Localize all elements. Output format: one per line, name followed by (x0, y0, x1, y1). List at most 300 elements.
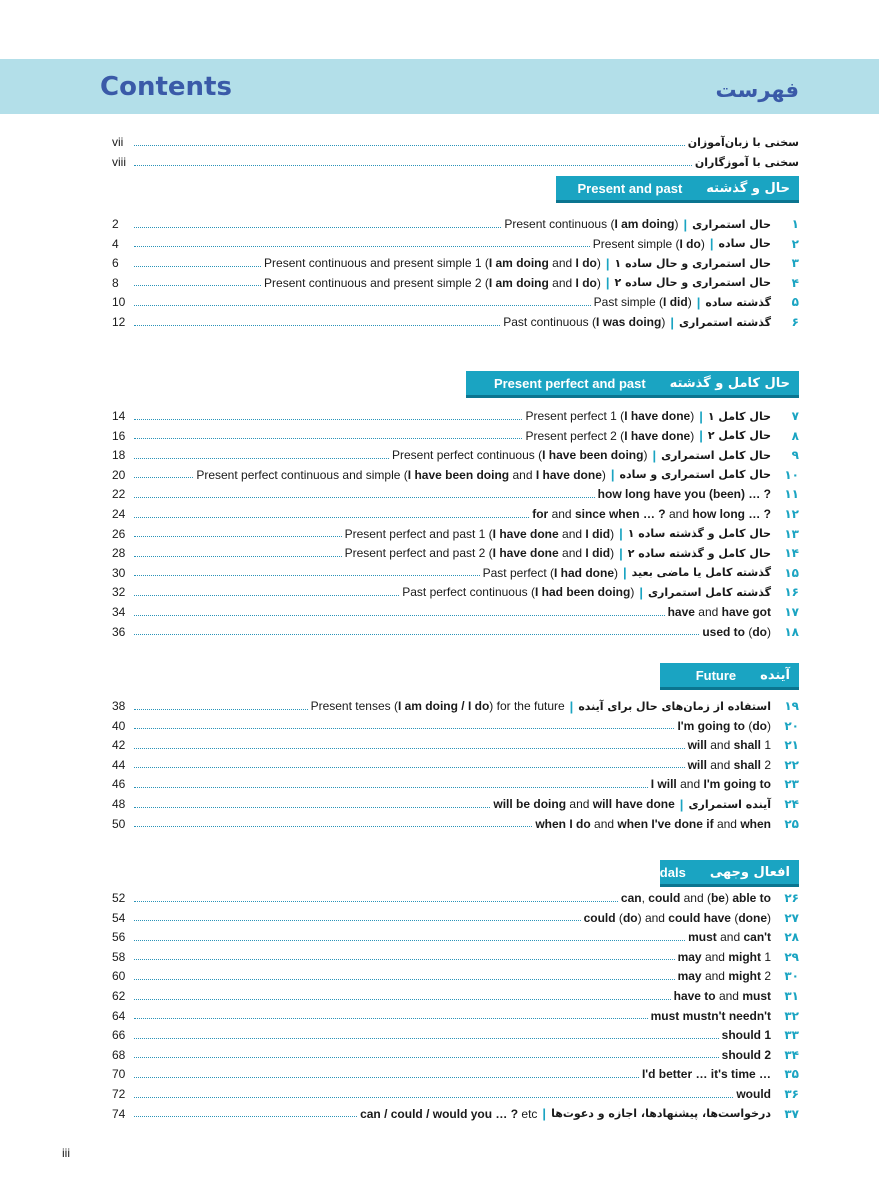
dot-leader (134, 807, 490, 808)
unit-number: ۲۶ (784, 891, 799, 905)
toc-page-number: 50 (112, 816, 126, 831)
toc-entry-text: Present perfect and past 2 ( (344, 546, 493, 561)
toc-entry[interactable] (112, 888, 799, 908)
unit-number: ۴ (791, 275, 799, 290)
unit-number: ۳۳ (784, 1028, 799, 1043)
separator-bar: | (610, 467, 615, 483)
toc-entry-text: and (706, 738, 734, 753)
toc-entry-text: shall (733, 738, 761, 753)
toc-page-number: 20 (112, 467, 126, 482)
toc-entry[interactable] (112, 794, 799, 814)
toc-entry-text: I do (575, 256, 597, 271)
toc-page-number: 42 (112, 738, 126, 753)
dot-leader (134, 728, 674, 729)
toc-entry-text: Present perfect 1 ( (525, 409, 625, 423)
toc-entry-persian: حال کامل استمراری و ساده (619, 468, 771, 482)
dot-leader (134, 999, 671, 1000)
toc-entry-text: I have been doing (407, 467, 510, 482)
toc-entry[interactable] (112, 986, 799, 1006)
toc-entry-text: ( (744, 624, 753, 639)
toc-entry[interactable] (112, 563, 799, 583)
toc-entry-text: I have done (624, 428, 691, 443)
toc-entry-text: I have done (492, 546, 559, 561)
toc-entry[interactable] (112, 1006, 799, 1026)
toc-entry-text: I did (663, 295, 688, 310)
toc-entry-text: when I've done (617, 816, 703, 831)
dot-leader (134, 826, 532, 827)
toc-entry-text: and (665, 507, 693, 521)
toc-entry-text: if (706, 816, 714, 831)
toc-entry-text: 2 (760, 969, 771, 984)
toc-entry-text: may (677, 949, 702, 964)
dot-leader (134, 767, 685, 768)
toc-entry-english (264, 256, 601, 270)
toc-entry-text: ) for the future (489, 699, 565, 713)
toc-entry-text: ) (687, 295, 692, 310)
toc-page-number: 66 (112, 1028, 126, 1043)
toc-entry-text: how long … ? (692, 507, 771, 521)
toc-entry-text: ) (596, 275, 601, 290)
toc-entry-text: do (622, 910, 638, 925)
dot-leader (134, 477, 193, 478)
toc-entry-text: and (701, 949, 729, 964)
toc-entry-text: and (558, 546, 586, 561)
toc-entry[interactable] (112, 1045, 799, 1065)
toc-entry[interactable] (112, 524, 799, 544)
contents-title: Contents (100, 72, 232, 102)
unit-number: ۱۱ (784, 487, 799, 502)
toc-entry-text: ) (690, 428, 695, 443)
dot-leader (134, 227, 501, 228)
toc-entry-text: may (677, 969, 702, 984)
toc-entry-text: Present perfect and past 1 ( (344, 526, 493, 541)
dot-leader (134, 1077, 639, 1078)
toc-entry-persian: حال کامل ۱ (707, 409, 771, 423)
section-title: Future (695, 667, 737, 683)
toc-entry-text: Present continuous and present simple 1 ( (264, 256, 489, 271)
toc-entry-english (688, 930, 771, 944)
toc-entry-text: ) (661, 315, 666, 329)
unit-number: ۱۶ (784, 585, 799, 600)
separator-bar: | (605, 275, 610, 291)
toc-page-number: 32 (112, 585, 126, 600)
dot-leader (134, 246, 590, 247)
unit-number: ۱۵ (784, 565, 799, 580)
toc-entry-text: Present perfect 2 ( (525, 428, 625, 443)
toc-entry-text: ) (601, 467, 606, 482)
toc-entry-text: , (641, 891, 649, 905)
toc-page-number: 22 (112, 487, 126, 502)
toc-entry-text: ) (700, 236, 705, 251)
unit-number: ۳۲ (784, 1008, 799, 1023)
unit-number: ۲۳ (784, 777, 799, 792)
toc-entry-text: ) (643, 448, 648, 463)
toc-entry[interactable] (112, 1104, 799, 1124)
toc-entry-text: and ( (680, 891, 711, 905)
toc-entry-text: when (740, 816, 771, 831)
toc-entry-text: ( (615, 910, 623, 925)
toc-entry-text: and (715, 989, 743, 1003)
toc-page-number: 74 (112, 1106, 126, 1121)
dot-leader (134, 595, 399, 596)
toc-entry-text: and (713, 816, 741, 831)
toc-entry-persian: استفاده از زمان‌های حال برای آینده (578, 699, 771, 713)
section-title-persian: آینده (760, 667, 790, 683)
separator-bar: | (679, 796, 684, 812)
dot-leader (134, 787, 648, 788)
toc-page-number: 34 (112, 605, 126, 619)
unit-number: ۲۰ (784, 718, 799, 733)
toc-page-number: 70 (112, 1067, 126, 1082)
toc-page-number: 36 (112, 624, 126, 639)
section-title: Present and past (577, 180, 683, 196)
toc-entry-text: have got (721, 605, 771, 619)
unit-number: ۳۵ (784, 1067, 799, 1082)
toc-entry-text: ) (610, 546, 615, 561)
toc-page-number: 64 (112, 1008, 126, 1023)
dot-leader (134, 536, 342, 537)
toc-entry[interactable] (112, 406, 799, 426)
toc-entry-text: Present continuous and present simple 2 ( (264, 275, 489, 290)
toc-entry[interactable] (112, 696, 799, 716)
toc-entry[interactable] (112, 814, 799, 834)
toc-entry-english (345, 527, 615, 541)
separator-bar: | (652, 447, 657, 463)
toc-page-number: 14 (112, 409, 126, 423)
toc-entry[interactable] (112, 1025, 799, 1045)
toc-entry-persian: گذشته کامل یا ماضی بعید (631, 566, 771, 580)
toc-entry-text: should 2 (721, 1047, 771, 1062)
toc-entry-text: I will (650, 777, 677, 792)
toc-entry-english (402, 585, 634, 599)
dot-leader (134, 145, 685, 146)
toc-entry-text: since (574, 507, 606, 521)
toc-entry-english (483, 566, 618, 580)
dot-leader (134, 325, 500, 326)
section-header (660, 663, 799, 690)
dot-leader (134, 575, 480, 576)
toc-entry-english (525, 429, 694, 443)
toc-entry-english (493, 797, 674, 811)
toc-entry[interactable] (112, 602, 799, 622)
toc-entry-text: ( (730, 910, 739, 925)
toc-entry-persian: درخواست‌ها، پیشنهادها، اجازه و دعوت‌ها (551, 1107, 771, 1121)
toc-entry[interactable] (112, 253, 799, 273)
toc-entry-text: Present continuous ( (504, 217, 615, 231)
dot-leader (134, 1038, 719, 1039)
toc-entry-text: ) (767, 624, 771, 639)
toc-entry-text: shall (733, 757, 761, 772)
dot-leader (134, 285, 261, 286)
toc-entry-text: ) (596, 256, 601, 271)
toc-entry[interactable] (112, 484, 799, 504)
section-title: Modals (641, 864, 686, 880)
toc-entry-text: must mustn't needn't (650, 1008, 771, 1023)
toc-entry-persian: سخنی با آموزگاران (694, 155, 799, 169)
toc-entry-text: I'd better … it's time … (641, 1067, 771, 1082)
toc-entry[interactable] (112, 755, 799, 775)
toc-entry-text: Present perfect continuous and simple ( (196, 467, 408, 482)
dot-leader (134, 556, 342, 557)
toc-page-number: 52 (112, 891, 126, 905)
toc-entry-english (535, 817, 771, 831)
toc-entry[interactable] (112, 312, 799, 332)
toc-entry-text: I do (679, 236, 701, 251)
separator-bar: | (696, 294, 701, 310)
toc-entry-english (621, 891, 771, 905)
toc-entry[interactable] (112, 774, 799, 794)
toc-entry[interactable] (112, 908, 799, 928)
toc-entry-text: do (752, 718, 767, 733)
toc-entry-english (532, 507, 771, 521)
toc-entry[interactable] (112, 735, 799, 755)
toc-entry[interactable] (112, 1084, 799, 1104)
toc-entry-english (651, 777, 771, 791)
separator-bar: | (605, 255, 610, 271)
toc-entry-text: and (590, 816, 618, 831)
toc-entry-persian: حال کامل استمراری (661, 448, 771, 462)
toc-entry-text: will (687, 738, 707, 753)
toc-page-number: 58 (112, 949, 126, 964)
dot-leader (134, 266, 261, 267)
toc-page-number: 6 (112, 256, 119, 271)
toc-entry[interactable] (112, 426, 799, 446)
toc-entry-text: I am doing (488, 256, 549, 271)
dot-leader (134, 1018, 648, 1019)
toc-entry-text: should 1 (721, 1028, 771, 1043)
unit-number: ۲۷ (784, 910, 799, 925)
toc-entry-text: 1 (760, 949, 771, 964)
toc-entry[interactable] (112, 152, 799, 172)
toc-entry[interactable] (112, 582, 799, 602)
toc-page-number: 18 (112, 448, 126, 463)
toc-entry-text: and (701, 969, 729, 984)
toc-page-number: viii (112, 155, 126, 169)
toc-entry-text: ) and (637, 910, 669, 925)
toc-entry-text: do (752, 624, 767, 639)
toc-entry-text: used to (702, 624, 745, 639)
unit-number: ۶ (791, 315, 799, 329)
toc-entry-english (345, 546, 615, 560)
toc-entry-text: Present tenses ( (310, 699, 398, 713)
toc-entry-text: and (716, 930, 744, 945)
toc-entry[interactable] (112, 622, 799, 642)
toc-entry-persian: آینده استمراری (688, 797, 771, 811)
toc-page-number: 72 (112, 1087, 126, 1101)
dot-leader (134, 517, 529, 518)
section-title: Present perfect and past (493, 375, 646, 391)
dot-leader (134, 1097, 733, 1098)
toc-entry[interactable] (112, 716, 799, 736)
toc-page-number: 28 (112, 546, 126, 561)
unit-number: ۷ (791, 409, 799, 423)
dot-leader (134, 959, 675, 960)
toc-entry-text: I'm going to (703, 777, 771, 792)
toc-entry-english (584, 911, 771, 925)
toc-entry-text: will be doing (493, 797, 567, 811)
toc-page-number: 8 (112, 275, 119, 290)
toc-entry-text: can / could / would you … ? (360, 1106, 519, 1121)
toc-entry-english (593, 237, 705, 251)
toc-entry-persian: حال ساده (718, 237, 771, 251)
toc-entry-text: and (566, 797, 593, 811)
toc-entry-text: ) (614, 565, 618, 580)
toc-entry-text: and (558, 526, 586, 541)
toc-entry-text: Present perfect continuous ( (392, 448, 543, 463)
toc-entry-text: and (548, 275, 576, 290)
toc-page-number: 46 (112, 777, 126, 792)
toc-entry-text: ) (630, 585, 635, 600)
unit-number: ۳ (791, 256, 799, 271)
toc-page-number: 12 (112, 315, 126, 329)
unit-number: ۱۳ (784, 526, 799, 541)
toc-entry[interactable] (112, 504, 799, 524)
toc-entry-text: Past perfect continuous ( (402, 585, 535, 600)
toc-page-number: 16 (112, 428, 126, 443)
toc-entry-text: ) (724, 891, 733, 905)
toc-entry-text: I had been doing (534, 585, 631, 600)
section-title-persian: حال کامل و گذشته (669, 375, 790, 391)
toc-entry-text: might (728, 969, 761, 984)
unit-number: ۱۸ (784, 624, 799, 639)
toc-entry-text: and (694, 605, 722, 619)
unit-number: ۱ (791, 217, 799, 231)
dot-leader (134, 497, 595, 498)
toc-entry-text: and (509, 467, 536, 482)
unit-number: ۹ (791, 448, 799, 463)
toc-entry[interactable] (112, 966, 799, 986)
toc-page-number: 24 (112, 507, 126, 521)
toc-entry-text: must (742, 989, 771, 1003)
toc-entry-text: when I do (535, 816, 591, 831)
section-header (641, 860, 799, 887)
toc-entry[interactable] (112, 947, 799, 967)
unit-number: ۲۱ (784, 738, 799, 753)
toc-entry-text: I am doing / I do (397, 699, 490, 713)
toc-entry-text: I was doing (595, 315, 662, 329)
unit-number: ۱۰ (784, 467, 799, 482)
toc-entry-text: could (583, 910, 616, 925)
toc-entry-persian: سخنی با زبان‌آموزان (687, 135, 799, 149)
toc-entry-text: able to (732, 891, 771, 905)
toc-entry-english (688, 758, 771, 772)
toc-entry-text: I did (585, 526, 611, 541)
toc-entry[interactable] (112, 292, 799, 312)
toc-entry-english (678, 950, 771, 964)
unit-number: ۱۹ (784, 699, 799, 713)
toc-page-number: 44 (112, 757, 126, 772)
toc-entry-text: ) (767, 910, 771, 925)
toc-entry-text: ) (610, 526, 615, 541)
dot-leader (134, 979, 675, 980)
toc-entry-english (668, 605, 771, 619)
toc-page-number: 38 (112, 699, 126, 713)
toc-entry-text: 2 (760, 757, 771, 772)
toc-entry-english (594, 295, 692, 309)
unit-number: ۳۰ (784, 969, 799, 984)
toc-entry-english (674, 989, 771, 1003)
toc-entry[interactable] (112, 132, 799, 152)
toc-entry[interactable] (112, 543, 799, 563)
toc-entry-text: I had done (554, 565, 614, 580)
toc-entry-text: I am doing (488, 275, 549, 290)
dot-leader (134, 1116, 357, 1117)
toc-page-number: 26 (112, 526, 126, 541)
separator-bar: | (542, 1106, 547, 1122)
unit-number: ۲۲ (784, 757, 799, 772)
toc-page-number: 30 (112, 565, 126, 580)
dot-leader (134, 1057, 719, 1058)
toc-entry-english (264, 276, 601, 290)
toc-entry-persian: حال کامل و گذشته ساده ۱ (627, 527, 771, 541)
page-number: iii (62, 1146, 70, 1160)
toc-entry[interactable] (112, 214, 799, 234)
toc-entry-english (503, 315, 665, 329)
dot-leader (134, 709, 308, 710)
toc-entry-persian: حال استمراری و حال ساده ۲ (614, 276, 771, 290)
toc-entry-english (196, 468, 606, 482)
toc-entry-text: ( (744, 718, 753, 733)
unit-number: ۲ (791, 236, 799, 251)
unit-number: ۵ (791, 295, 799, 310)
unit-number: ۲۹ (784, 949, 799, 964)
toc-entry-english (651, 1009, 771, 1023)
toc-entry-text: how long have you (been) … ? (597, 487, 771, 502)
toc-entry-text: when … ? (608, 507, 666, 521)
toc-entry-text: ) (690, 409, 695, 423)
toc-entry-text: Past continuous ( (503, 315, 596, 329)
toc-entry-text: Past perfect ( (482, 565, 554, 580)
dot-leader (134, 615, 665, 616)
dot-leader (134, 458, 389, 459)
toc-entry-text: and (706, 757, 734, 772)
dot-leader (134, 901, 618, 902)
toc-entry-english (678, 969, 771, 983)
toc-entry[interactable] (112, 234, 799, 254)
toc-page-number: 10 (112, 295, 126, 310)
toc-entry[interactable] (112, 273, 799, 293)
toc-entry[interactable] (112, 927, 799, 947)
dot-leader (134, 634, 699, 635)
toc-entry-text: could have (668, 910, 731, 925)
toc-entry-text: I have done (624, 409, 691, 423)
separator-bar: | (623, 565, 627, 581)
toc-entry-text: might (728, 949, 761, 964)
toc-entry-text: can't (743, 930, 771, 945)
section-title-persian: حال و گذشته (706, 180, 790, 196)
toc-entry-persian: حال کامل و گذشته ساده ۲ (627, 546, 771, 560)
toc-entry[interactable] (112, 465, 799, 485)
toc-page-number: 54 (112, 910, 126, 925)
toc-entry[interactable] (112, 445, 799, 465)
toc-page-number: 68 (112, 1047, 126, 1062)
toc-entry-text: and (548, 507, 575, 521)
unit-number: ۱۴ (784, 546, 799, 561)
toc-entry-english (598, 487, 771, 501)
toc-entry-text: etc (518, 1106, 538, 1121)
toc-entry-persian: گذشته کامل استمراری (647, 585, 771, 599)
toc-page-number: 4 (112, 236, 119, 251)
toc-entry-english (504, 217, 678, 231)
toc-entry-english (688, 738, 771, 752)
dot-leader (134, 438, 522, 439)
toc-entry[interactable] (112, 1064, 799, 1084)
dot-leader (134, 748, 685, 749)
toc-entry-persian: حال استمراری و حال ساده ۱ (614, 256, 771, 270)
toc-entry-english (702, 625, 771, 639)
toc-entry-text: I have done (492, 526, 559, 541)
separator-bar: | (699, 428, 703, 444)
